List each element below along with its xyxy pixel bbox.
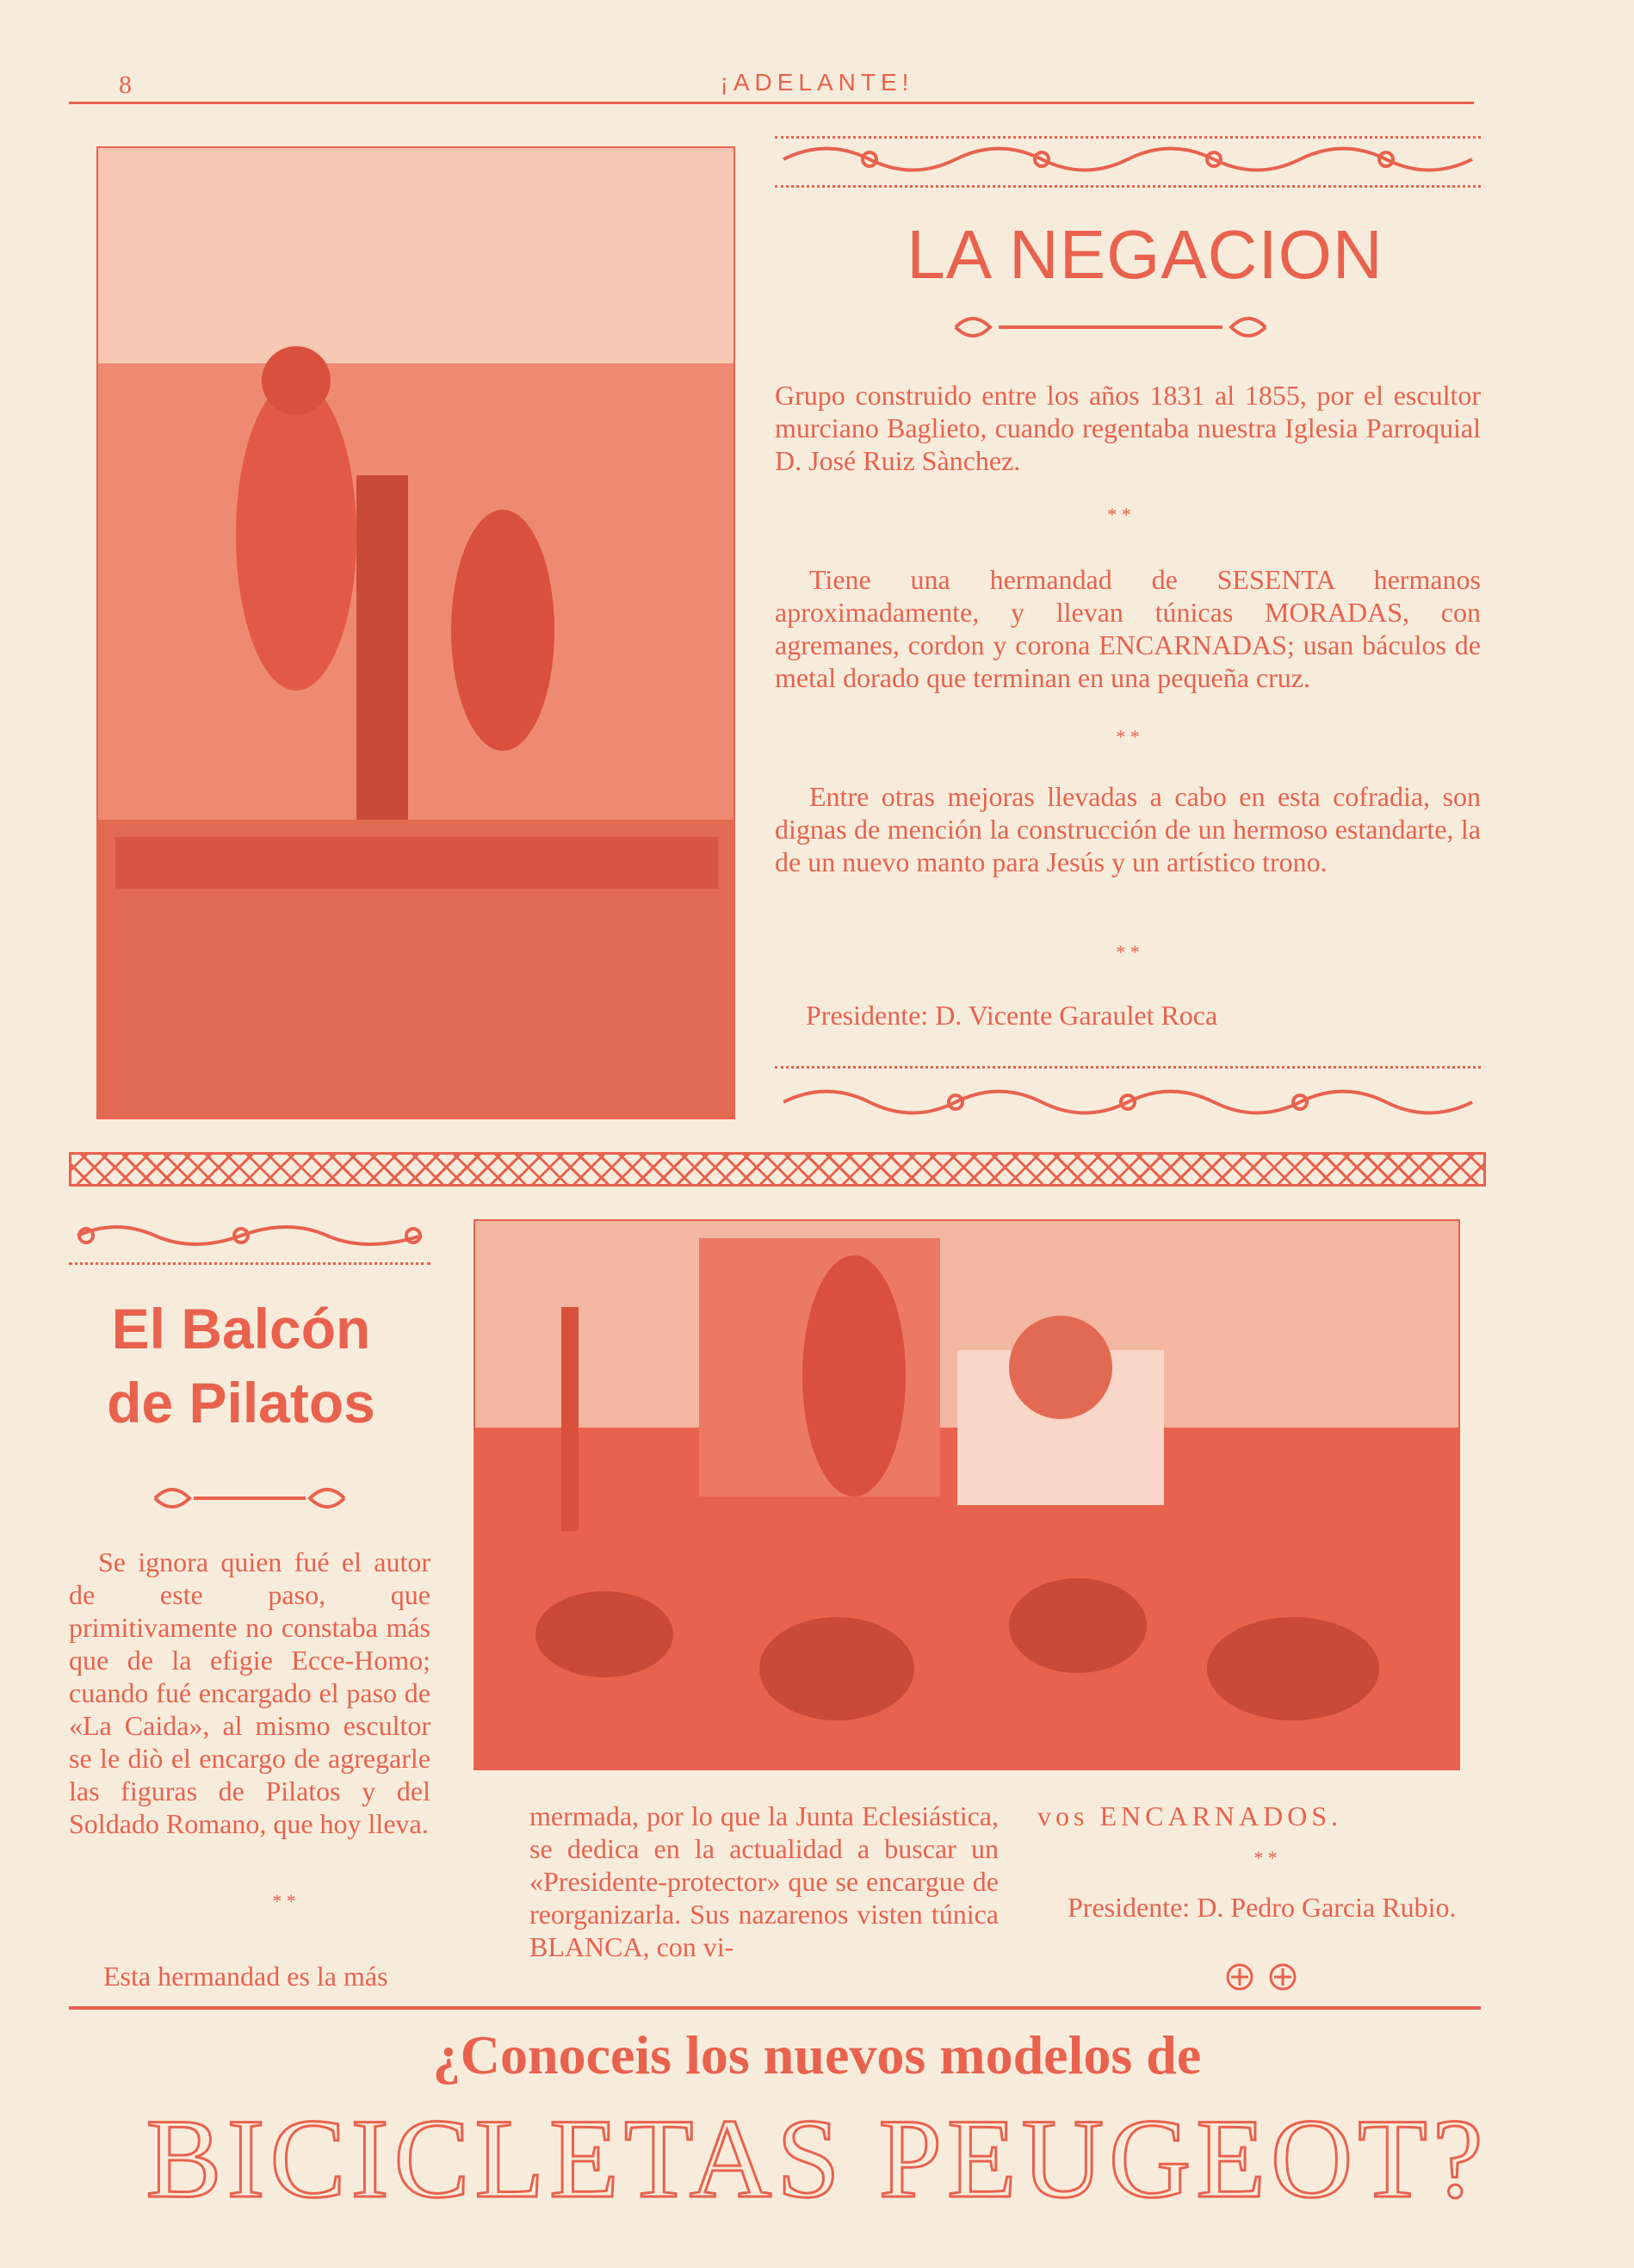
scroll-ornament-bottom <box>775 1081 1481 1124</box>
scroll-ornament-left <box>69 1218 430 1253</box>
article1-paragraph-2: Tiene una hermandad de SESENTA hermanos aproximadamente, y llevan túnicas MORADAS, con agremanes, cordon y corona ENCARNADAS; usan báculos de metal dorado que terminan en una pequeña cruz. <box>775 564 1481 693</box>
chain-divider <box>69 1152 1486 1187</box>
article2-col3-text: vos ENCARNADOS. <box>1037 1800 1343 1831</box>
ornament-left-line <box>69 1262 430 1265</box>
article-title-balcon-line2: de Pilatos <box>107 1371 375 1435</box>
ornament-top-line-2 <box>775 185 1481 188</box>
article2-col2-text: mermada, por lo que la Junta Eclesiástica, se dedica en la actualidad a buscar un «Presidente-protector» que se encargue de reorganizarla. Sus nazarenos visten túnica BLANCA, con vi- <box>529 1800 999 1962</box>
photo-balcon-de-pilatos <box>473 1219 1460 1770</box>
title-flourish-2 <box>151 1481 349 1515</box>
article1-president: Presidente: D. Vicente Garaulet Roca <box>806 1000 1218 1031</box>
separator-stars-1: * * <box>1107 504 1131 525</box>
page-number: 8 <box>119 71 132 99</box>
article-title-balcon-line1: El Balcón <box>111 1297 371 1360</box>
article2-president: Presidente: D. Pedro Garcia Rubio. <box>1068 1892 1457 1923</box>
photo-balcon-image <box>475 1221 1458 1769</box>
article-title-balcon <box>69 1292 413 1440</box>
article-title-la-negacion: LA NEGACION <box>907 216 1383 293</box>
article1-paragraph-1: Grupo construido entre los años 1831 al 1855, por el escultor murciano Baglieto, cuando regentaba nuestra Iglesia Parroquial D. José Ruiz Sànchez. <box>775 380 1481 476</box>
article2-col1-paragraph-1: Se ignora quien fué el autor de este paso, que primitivamente no constaba más que de la efigie Ecce-Homo; cuando fué encargado el paso de «La Caida», al mismo escultor se le diò el encargo de agregarle las figuras de Pilatos y del Soldado Romano, que hoy lleva. <box>69 1546 430 1839</box>
article2-col1-paragraph-2: Esta hermandad es la más <box>103 1961 388 1992</box>
separator-stars-3: * * <box>1116 941 1140 963</box>
ornament-bottom-line <box>775 1066 1481 1069</box>
advert-rule <box>69 2006 1481 2010</box>
separator-stars-4: * * <box>272 1890 296 1912</box>
photo-la-negacion <box>96 146 735 1119</box>
end-ornament <box>1222 1960 1309 1994</box>
advert-line-2: BICICLETAS PEUGEOT? <box>145 2095 1489 2222</box>
header-rule <box>69 102 1474 104</box>
separator-stars-5: * * <box>1253 1847 1278 1868</box>
scroll-ornament-top <box>775 138 1481 181</box>
advert-line-1: ¿Conoceis los nuevos modelos de <box>432 2024 1202 2085</box>
masthead: ¡ADELANTE! <box>720 69 914 96</box>
separator-stars-2: * * <box>1116 726 1140 747</box>
title-flourish-1 <box>947 310 1274 344</box>
photo-la-negacion-image <box>98 148 733 1118</box>
article1-paragraph-3: Entre otras mejoras llevadas a cabo en esta cofradia, son dignas de mención la construcción de un hermoso estandarte, la de un nuevo manto para Jesús y un artístico trono. <box>775 781 1481 877</box>
